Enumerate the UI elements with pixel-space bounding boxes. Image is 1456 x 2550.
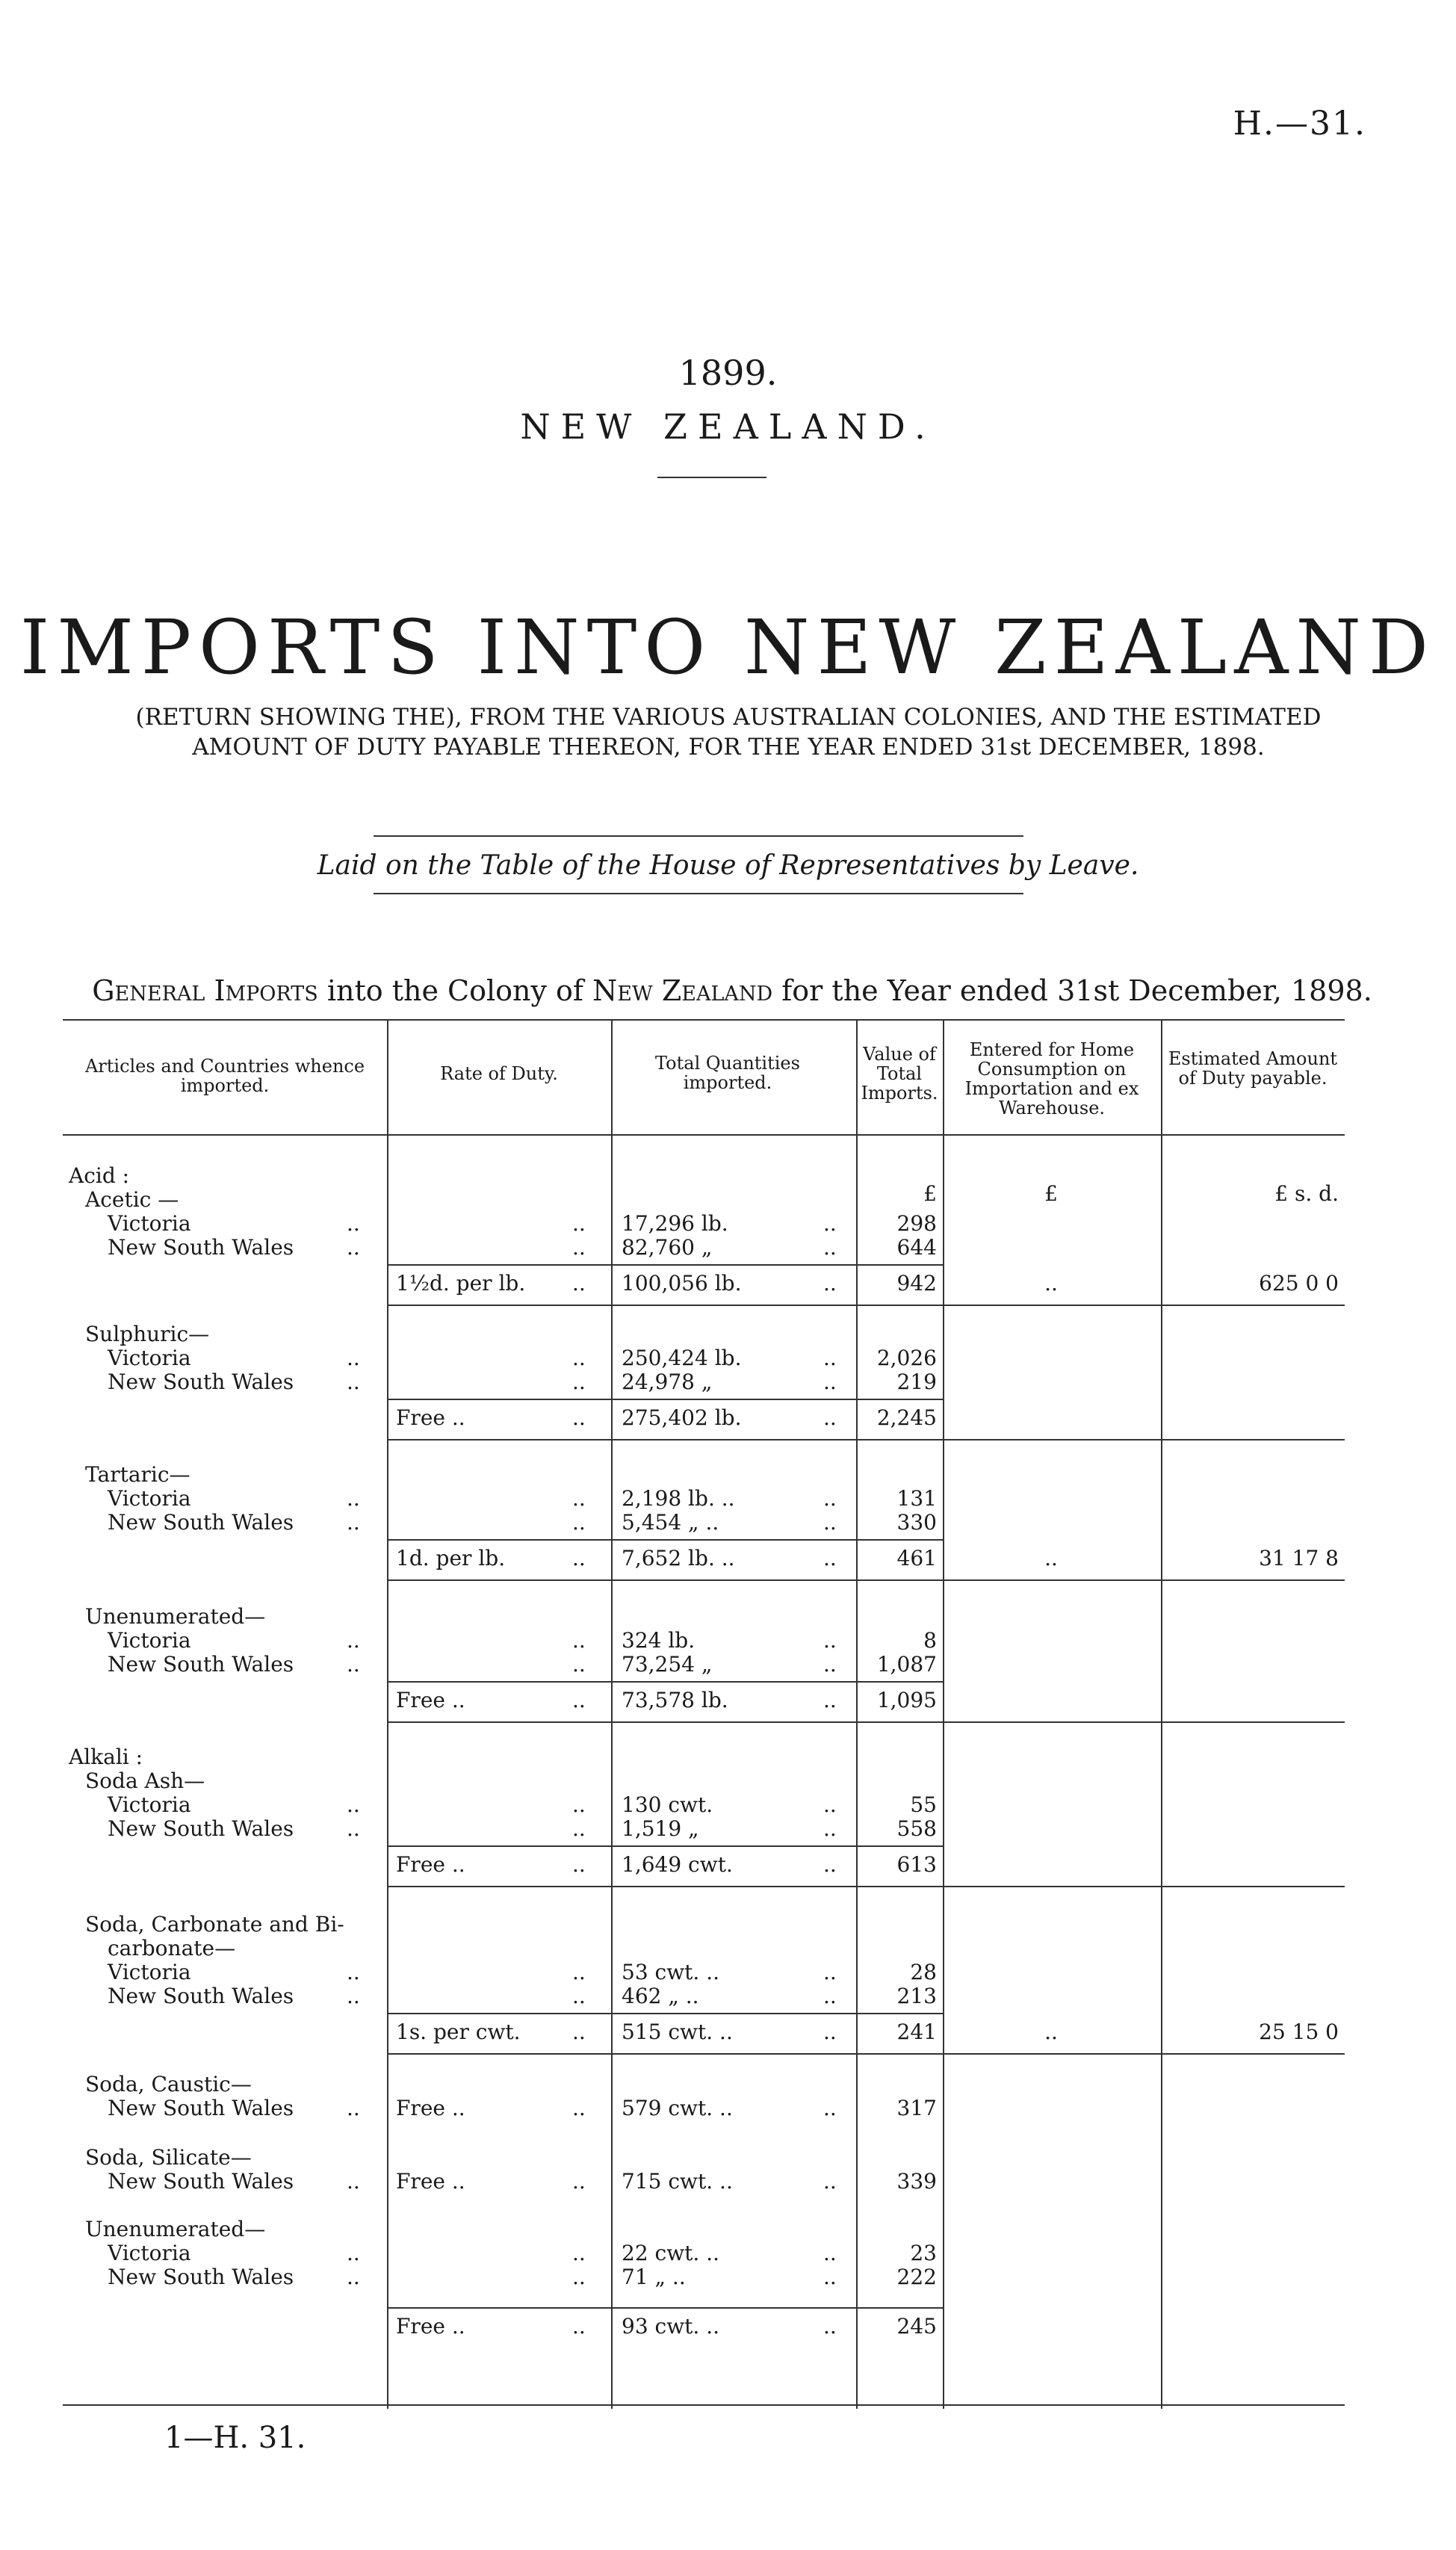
leader-dots: ..	[572, 1346, 586, 1370]
article-cell: New South Wales	[108, 2096, 294, 2120]
article-cell: Victoria	[108, 1346, 191, 1370]
article-cell: New South Wales	[108, 2169, 294, 2194]
subtotal-rule	[611, 1539, 856, 1541]
leader-dots: ..	[572, 1271, 586, 1296]
header-rate: Rate of Duty.	[440, 1063, 558, 1084]
rate-cell: 1d. per lb.	[396, 1546, 506, 1570]
subtotal-rule	[387, 2307, 611, 2309]
article-cell: Soda Ash—	[85, 1768, 205, 1793]
leader-dots: ..	[572, 1652, 586, 1677]
header-articles: Articles and Countries whence imported.	[84, 1056, 365, 1096]
leader-dots: ..	[347, 1370, 360, 1394]
article-cell: New South Wales	[108, 1652, 294, 1677]
table-row	[63, 1937, 1345, 1961]
leader-dots: ..	[823, 2314, 837, 2339]
leader-dots: ..	[347, 2241, 360, 2265]
value-cell: 23	[910, 2241, 937, 2265]
leader-dots: ..	[823, 1346, 837, 1370]
leader-dots: ..	[572, 1546, 586, 1570]
table-row	[63, 1769, 1345, 1793]
leader-dots: ..	[347, 1984, 360, 2008]
quantity-cell: 5,454 „ ..	[622, 1510, 719, 1535]
leader-dots: ..	[347, 1960, 360, 1984]
footer-rule	[63, 2404, 1345, 2406]
quantity-cell: 715 cwt. ..	[622, 2169, 733, 2194]
rate-cell: Free ..	[396, 2314, 465, 2339]
leader-dots: ..	[823, 1628, 837, 1653]
leader-dots: ..	[572, 1370, 586, 1394]
leader-dots: ..	[823, 1852, 837, 1877]
quantity-cell: 1,649 cwt.	[622, 1852, 733, 1877]
leader-dots: ..	[823, 1960, 837, 1984]
subtotal-rule	[611, 1845, 856, 1847]
header-value: Value of Total Imports.	[861, 1044, 938, 1104]
article-cell: Soda, Silicate—	[85, 2145, 252, 2170]
quantity-cell: 515 cwt. ..	[622, 2020, 733, 2044]
leader-dots: ..	[572, 1486, 586, 1511]
value-cell: 2,026	[876, 1346, 937, 1370]
subtotal-rule	[387, 1264, 611, 1266]
leader-dots: ..	[347, 1628, 360, 1653]
table-row	[63, 1605, 1345, 1629]
leader-dots: ..	[572, 1211, 586, 1236]
quantity-cell: 324 lb.	[622, 1628, 696, 1653]
leader-dots: ..	[572, 1235, 586, 1260]
value-cell: 219	[896, 1370, 937, 1394]
quantity-cell: 130 cwt.	[622, 1792, 713, 1817]
article-cell: Victoria	[108, 1792, 191, 1817]
article-cell: New South Wales	[108, 2265, 294, 2289]
table-row	[63, 2096, 1345, 2120]
article-cell: Victoria	[108, 1960, 191, 1984]
page-reference: H.—31.	[1233, 105, 1366, 143]
article-cell: Sulphuric—	[85, 1322, 210, 1346]
rate-cell: Free ..	[396, 2169, 465, 2194]
rate-cell: Free ..	[396, 1405, 465, 1430]
quantity-cell: 100,056 lb.	[622, 1271, 742, 1296]
leader-dots: ..	[572, 1405, 586, 1430]
caption-part: General Imports	[92, 974, 318, 1007]
quantity-cell: 82,760 „	[622, 1235, 713, 1260]
article-cell: Victoria	[108, 2241, 191, 2265]
leader-dots: ..	[572, 2169, 586, 2194]
value-cell: 2,245	[876, 1405, 937, 1430]
quantity-cell: 53 cwt. ..	[622, 1960, 720, 1984]
table-row	[63, 1745, 1345, 1769]
duty-cell: 31 17 8	[1259, 1546, 1339, 1570]
header-consumption: Entered for Home Consumption on Importation and ex Warehouse.	[964, 1039, 1139, 1118]
quantity-cell: 24,978 „	[622, 1370, 713, 1394]
value-cell: 942	[896, 1271, 937, 1296]
table-row	[63, 1463, 1345, 1487]
table-total-row	[63, 2315, 1345, 2339]
group-rule	[387, 1579, 1345, 1581]
table-row	[63, 1322, 1345, 1346]
header-top-rule	[63, 1019, 1345, 1021]
leader-dots: ..	[823, 2096, 837, 2120]
subtotal-rule	[611, 2307, 856, 2309]
leader-dots: ..	[823, 2169, 837, 2194]
table-total-row	[63, 1689, 1345, 1712]
value-cell: 55	[910, 1792, 937, 1817]
table-row	[63, 1984, 1345, 2008]
table-row	[63, 1188, 1345, 1212]
leader-dots: ..	[823, 2265, 837, 2289]
quantity-cell: 73,254 „	[622, 1652, 713, 1677]
group-rule	[387, 1721, 1345, 1723]
leader-dots: ..	[823, 1211, 837, 1236]
subtitle	[45, 702, 1412, 762]
leader-dots: ..	[572, 2096, 586, 2120]
subtotal-rule	[856, 1681, 943, 1683]
value-cell: 317	[896, 2096, 937, 2120]
quantity-cell: 275,402 lb.	[622, 1405, 742, 1430]
article-cell: Soda, Caustic—	[85, 2072, 252, 2096]
leader-dots: ..	[572, 2241, 586, 2265]
caption-part: for the Year ended 31st December, 1898.	[772, 974, 1372, 1007]
header-duty: Estimated Amount of Duty payable.	[1168, 1048, 1338, 1089]
group-rule	[387, 2053, 1345, 2055]
table-row	[63, 1236, 1345, 1260]
rate-cell: Free ..	[396, 2096, 465, 2120]
subtotal-rule	[856, 1264, 943, 1266]
table-row	[63, 2073, 1345, 2096]
divider	[657, 477, 766, 478]
group-rule	[387, 1439, 1345, 1440]
caption-part: New Zealand	[592, 974, 773, 1007]
quantity-cell: 250,424 lb.	[622, 1346, 742, 1370]
rate-cell: Free ..	[396, 1852, 465, 1877]
subtotal-rule	[387, 1399, 611, 1400]
quantity-cell: 2,198 lb. ..	[622, 1486, 735, 1511]
header-bottom-rule	[63, 1134, 1345, 1136]
leader-dots: ..	[347, 1235, 360, 1260]
subtitle-line-1: (RETURN SHOWING THE), FROM THE VARIOUS AUSTRALIAN COLONIES, AND THE ESTIMATED	[135, 704, 1322, 731]
subtotal-rule	[856, 1845, 943, 1847]
subtotal-rule	[611, 1399, 856, 1400]
table-row	[63, 1346, 1345, 1370]
leader-dots: ..	[572, 1816, 586, 1841]
value-cell: 131	[896, 1486, 937, 1511]
leader-dots: ..	[572, 2314, 586, 2339]
leader-dots: ..	[823, 2020, 837, 2044]
divider	[374, 835, 1023, 837]
rate-cell: Free ..	[396, 1688, 465, 1712]
value-cell: 241	[896, 2020, 937, 2044]
leader-dots: ..	[823, 1370, 837, 1394]
leader-dots: ..	[347, 2096, 360, 2120]
article-cell: Victoria	[108, 1628, 191, 1653]
table-row	[63, 1793, 1345, 1817]
unit-duty: £ s. d.	[1274, 1181, 1339, 1206]
table-total-row	[63, 1547, 1345, 1570]
leader-dots: ..	[823, 1652, 837, 1677]
unit-consumption: £	[1044, 1181, 1058, 1206]
leader-dots: ..	[572, 1960, 586, 1984]
leader-dots: ..	[823, 1271, 837, 1296]
value-cell: 461	[896, 1546, 937, 1570]
leader-dots: ..	[572, 2020, 586, 2044]
value-cell: 298	[896, 1211, 937, 1236]
leader-dots: ..	[347, 1792, 360, 1817]
consumption-cell: ..	[1044, 2020, 1058, 2044]
subtotal-rule	[856, 1539, 943, 1541]
rate-cell: 1s. per cwt.	[396, 2020, 521, 2044]
leader-dots: ..	[347, 1510, 360, 1535]
quantity-cell: 462 „ ..	[622, 1984, 699, 2008]
consumption-cell: ..	[1044, 1271, 1058, 1296]
leader-dots: ..	[347, 1652, 360, 1677]
value-cell: 1,095	[876, 1688, 937, 1712]
table-row	[63, 2170, 1345, 2194]
divider	[374, 893, 1023, 894]
article-cell: Tartaric—	[85, 1462, 190, 1487]
leader-dots: ..	[572, 1628, 586, 1653]
table-total-row	[63, 1853, 1345, 1877]
leader-dots: ..	[823, 1510, 837, 1535]
table-row	[63, 1817, 1345, 1841]
article-cell: Victoria	[108, 1211, 191, 1236]
table-row	[63, 1913, 1345, 1937]
value-cell: 222	[896, 2265, 937, 2289]
article-cell: New South Wales	[108, 1370, 294, 1394]
subtotal-rule	[611, 1264, 856, 1266]
value-cell: 339	[896, 2169, 937, 2194]
leader-dots: ..	[347, 2265, 360, 2289]
duty-cell: 25 15 0	[1259, 2020, 1339, 2044]
table-row	[63, 2265, 1345, 2289]
article-cell: Soda, Carbonate and Bi-	[85, 1912, 344, 1937]
article-cell: Alkali :	[69, 1745, 143, 1769]
article-cell: New South Wales	[108, 1816, 294, 1841]
leader-dots: ..	[823, 1792, 837, 1817]
leader-dots: ..	[823, 1984, 837, 2008]
leader-dots: ..	[823, 1688, 837, 1712]
quantity-cell: 22 cwt. ..	[622, 2241, 720, 2265]
laid-on-table-note: Laid on the Table of the House of Representatives by Leave.	[317, 850, 1139, 881]
table-row	[63, 2218, 1345, 2241]
table-row	[63, 1511, 1345, 1535]
quantity-cell: 71 „ ..	[622, 2265, 686, 2289]
article-cell: carbonate—	[108, 1936, 236, 1961]
article-cell: New South Wales	[108, 1235, 294, 1260]
subtitle-line-2: AMOUNT OF DUTY PAYABLE THEREON, FOR THE YEAR ENDED 31st DECEMBER, 1898.	[192, 734, 1265, 761]
leader-dots: ..	[347, 1486, 360, 1511]
leader-dots: ..	[572, 1792, 586, 1817]
leader-dots: ..	[823, 1486, 837, 1511]
table-row	[63, 1961, 1345, 1984]
leader-dots: ..	[572, 2265, 586, 2289]
leader-dots: ..	[572, 1984, 586, 2008]
value-cell: 1,087	[876, 1652, 937, 1677]
leader-dots: ..	[823, 1235, 837, 1260]
quantity-cell: 93 cwt. ..	[622, 2314, 720, 2339]
subtotal-rule	[387, 1681, 611, 1683]
table-row	[63, 1487, 1345, 1511]
table-row	[63, 1370, 1345, 1394]
year-heading: 1899.	[678, 353, 778, 393]
subtotal-rule	[611, 1681, 856, 1683]
subtotal-rule	[387, 1845, 611, 1847]
leader-dots: ..	[347, 2169, 360, 2194]
leader-dots: ..	[823, 1816, 837, 1841]
quantity-cell: 17,296 lb.	[622, 1211, 728, 1236]
rate-cell: 1½d. per lb.	[396, 1271, 526, 1296]
value-cell: 8	[923, 1628, 937, 1653]
subtotal-rule	[856, 1399, 943, 1400]
subtotal-rule	[387, 2013, 611, 2014]
leader-dots: ..	[347, 1816, 360, 1841]
leader-dots: ..	[823, 1546, 837, 1570]
page-footer: 1—H. 31.	[164, 2421, 306, 2455]
table-row	[63, 1164, 1345, 1188]
subtotal-rule	[856, 2013, 943, 2014]
imports-table	[63, 1019, 1345, 2409]
value-cell: 213	[896, 1984, 937, 2008]
leader-dots: ..	[347, 1346, 360, 1370]
subtotal-rule	[611, 2013, 856, 2014]
unit-value: £	[923, 1181, 937, 1206]
value-cell: 558	[896, 1816, 937, 1841]
table-total-row	[63, 2020, 1345, 2044]
value-cell: 28	[910, 1960, 937, 1984]
quantity-cell: 7,652 lb. ..	[622, 1546, 735, 1570]
article-cell: Acetic —	[85, 1187, 179, 1212]
quantity-cell: 1,519 „	[622, 1816, 699, 1841]
leader-dots: ..	[347, 1211, 360, 1236]
table-total-row	[63, 1406, 1345, 1430]
quantity-cell: 73,578 lb.	[622, 1688, 728, 1712]
article-cell: Unenumerated—	[85, 2217, 266, 2241]
article-cell: New South Wales	[108, 1984, 294, 2008]
value-cell: 613	[896, 1852, 937, 1877]
duty-cell: 625 0 0	[1259, 1271, 1339, 1296]
subtotal-rule	[387, 1539, 611, 1541]
country-heading: NEW ZEALAND.	[520, 406, 936, 447]
article-cell: New South Wales	[108, 1510, 294, 1535]
table-row	[63, 2146, 1345, 2170]
quantity-cell: 579 cwt. ..	[622, 2096, 733, 2120]
leader-dots: ..	[572, 1510, 586, 1535]
value-cell: 644	[896, 1235, 937, 1260]
table-total-row	[63, 1272, 1345, 1296]
article-cell: Victoria	[108, 1486, 191, 1511]
leader-dots: ..	[572, 1688, 586, 1712]
leader-dots: ..	[572, 1852, 586, 1877]
page-title: IMPORTS INTO NEW ZEALAND	[19, 604, 1437, 691]
table-row	[63, 1653, 1345, 1677]
leader-dots: ..	[823, 2241, 837, 2265]
article-cell: Unenumerated—	[85, 1604, 266, 1629]
table-row	[63, 2241, 1345, 2265]
table-row	[63, 1212, 1345, 1236]
group-rule	[387, 1305, 1345, 1306]
leader-dots: ..	[823, 1405, 837, 1430]
article-cell: Acid :	[69, 1163, 130, 1188]
table-caption	[60, 974, 1404, 1007]
consumption-cell: ..	[1044, 1546, 1058, 1570]
subtotal-rule	[856, 2307, 943, 2309]
header-quantities: Total Quantities imported.	[655, 1053, 800, 1093]
group-rule	[387, 1886, 1345, 1887]
caption-part: into the Colony of	[317, 974, 593, 1007]
value-cell: 330	[896, 1510, 937, 1535]
table-row	[63, 1629, 1345, 1653]
value-cell: 245	[896, 2314, 937, 2339]
